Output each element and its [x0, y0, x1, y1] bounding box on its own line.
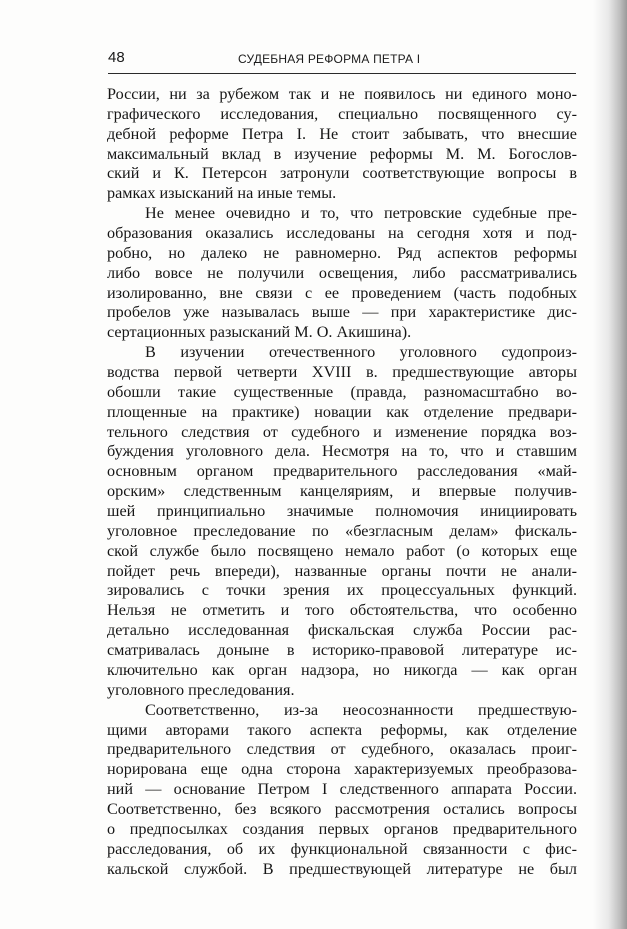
text-line: шей принципиально значимые полномочия инициировать: [107, 502, 577, 521]
text-line: пробелов уже называлась выше — при характеристике дис-: [107, 303, 577, 322]
text-line: тельного следствия от судебного и изменение порядка воз-: [107, 422, 577, 441]
text-line: основным органом предварительного расследования «май-: [107, 462, 577, 481]
text-line: либо вовсе не получили освещения, либо рассматривались: [107, 263, 577, 282]
text-line: водства первой четверти XVIII в. предшествующие авторы: [107, 363, 577, 382]
text-line: ключительно как орган надзора, но никогда — как орган: [107, 660, 577, 679]
text-line: сматривалась доныне в историко-правовой литературе ис-: [107, 641, 577, 660]
header-rule: [108, 73, 576, 74]
page-header: [108, 48, 576, 70]
text-line: рамках изысканий на иные темы.: [107, 184, 337, 203]
text-line: дебной реформе Петра I. Не стоит забывать, что внесшие: [107, 124, 577, 143]
text-line: образования оказались исследованы на сегодня хотя и под-: [107, 224, 577, 243]
text-line: Нельзя не отметить и того обстоятельства, что особенно: [107, 601, 577, 620]
text-line: о предпосылках создания первых органов предварительного: [107, 819, 577, 838]
text-line: орским» следственным канцеляриям, и впервые получив-: [107, 482, 577, 501]
text-line: Соответственно, без всякого рассмотрения остались вопросы: [107, 799, 577, 818]
text-line: буждения уголовного дела. Несмотря на то, что и ставшим: [107, 442, 577, 461]
text-line: предварительного следствия от судебного, оказалась проиг-: [107, 740, 577, 759]
body-text: [107, 85, 577, 879]
text-line: сертационных разысканий М. О. Акишина).: [107, 323, 412, 342]
text-line: щими авторами такого аспекта реформы, как отделение: [107, 720, 577, 739]
text-line: пойдет речь впереди), названные органы почти не анали-: [107, 561, 577, 580]
text-line: уголовного преследования.: [107, 680, 295, 699]
text-line: ний — основание Петром I следственного аппарата России.: [107, 780, 577, 799]
text-line: России, ни за рубежом так и не появилось ни единого моно-: [107, 85, 577, 103]
text-line: детально исследованная фискальская служба России рас-: [107, 621, 577, 640]
text-line: робно, но далеко не равномерно. Ряд аспектов реформы: [107, 243, 577, 262]
text-line: уголовное преследование по «безгласным делам» фискаль-: [107, 521, 577, 540]
text-line: ской службе было посвящено немало работ (о которых еще: [107, 541, 577, 560]
text-line: норирована еще одна сторона характеризуемых преобразова-: [107, 760, 577, 779]
text-line: ский и К. Петерсон затронули соответствующие вопросы в: [107, 164, 577, 183]
spine-shadow: [593, 0, 627, 929]
text-line: кальской службой. В предшествующей литературе не был: [107, 859, 577, 878]
text-line: обошли такие существенные (правда, разномасштабно во-: [107, 382, 577, 401]
text-line: изолированно, вне связи с ее проведением (часть подобных: [107, 283, 577, 302]
text-line: Соответственно, из-за неосознанности предшествую-: [145, 700, 577, 719]
text-line: зировались с точки зрения их процессуальных функций.: [107, 581, 577, 600]
running-title: СУДЕБНАЯ РЕФОРМА ПЕТРА I: [238, 52, 421, 66]
text-line: графического исследования, специально посвященного су-: [107, 104, 577, 123]
text-line: площенные на практике) новации как отделение предвари-: [107, 402, 577, 421]
text-line: В изучении отечественного уголовного судопроиз-: [145, 343, 577, 362]
text-line: Не менее очевидно и то, что петровские судебные пре-: [145, 204, 577, 223]
text-line: расследования, об их функциональной связанности с фис-: [107, 839, 577, 858]
page-number: 48: [108, 49, 125, 66]
text-line: максимальный вклад в изучение реформы М. М. Богослов-: [107, 144, 577, 163]
